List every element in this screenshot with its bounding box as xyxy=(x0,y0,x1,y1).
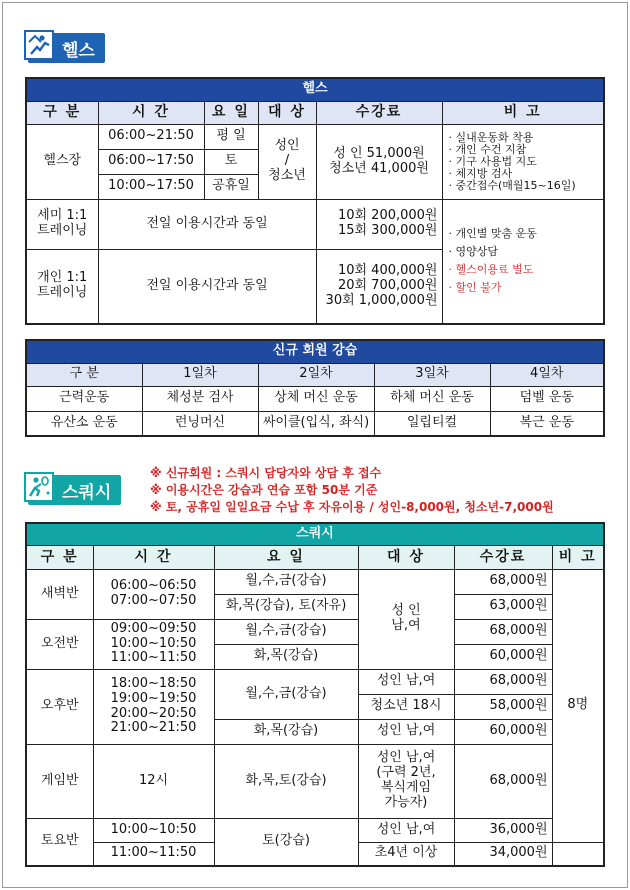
health-table xyxy=(25,77,605,325)
seminar-time: 전일 이용시간과 동일 xyxy=(98,199,316,249)
squash-remark: 8명 xyxy=(552,569,604,842)
nm-header: 3일차 xyxy=(374,363,490,386)
personal-name-line: 개인 1:1 xyxy=(37,270,88,286)
morning-fee: 68,000원 xyxy=(454,619,552,644)
personal-fee-line: 20회 700,000원 xyxy=(337,277,438,293)
morning-fee: 60,000원 xyxy=(454,644,552,669)
squash-note: ※ 토, 공휴일 일일요금 수납 후 자유이용 / 성인-8,000원, 청소년-7,000원 xyxy=(150,500,554,514)
nm-header: 4일차 xyxy=(490,363,604,386)
seminar-fee-line: 15회 300,000원 xyxy=(337,223,438,238)
morning-day: 월,수,금(강습) xyxy=(214,619,358,644)
dawn-name: 새벽반 xyxy=(26,569,93,619)
dawn-time xyxy=(93,569,214,619)
nm-cell: 체성분 검사 xyxy=(142,386,258,411)
dawn-day: 월,수,금(강습) xyxy=(214,569,358,594)
gym-notes xyxy=(442,124,604,199)
gym-day: 토 xyxy=(204,149,258,174)
afternoon-time-line: 21:00~21:50 xyxy=(110,720,197,736)
nm-cell: 유산소 운동 xyxy=(26,411,142,436)
gym-name: 헬스장 xyxy=(26,124,98,199)
pt-note: · 영양상담 xyxy=(448,245,498,259)
health-table-caption: 헬스 xyxy=(26,78,604,101)
sq-header-fee: 수강료 xyxy=(454,545,552,569)
afternoon-target: 청소년 18시 xyxy=(358,694,454,719)
saturday-fee: 34,000원 xyxy=(454,842,552,866)
gym-fee-adult: 성 인 51,000원 xyxy=(333,145,425,161)
gym-fee-youth: 청소년 41,000원 xyxy=(329,160,429,176)
new-member-table xyxy=(25,339,605,437)
afternoon-day: 화,목(강습) xyxy=(214,719,358,744)
gym-note: · 개인 수건 지참 xyxy=(448,142,527,156)
sq-header-time: 시 간 xyxy=(93,545,214,569)
pt-note: · 개인별 맞춤 운동 xyxy=(448,227,537,241)
personal-time: 전일 이용시간과 동일 xyxy=(98,249,316,324)
nm-cell: 근력운동 xyxy=(26,386,142,411)
dawn-fee: 68,000원 xyxy=(454,569,552,594)
squash-section-badge xyxy=(28,475,121,505)
pt-note-highlight: · 할인 불가 xyxy=(448,281,502,295)
header-remarks: 비 고 xyxy=(442,101,604,124)
dawn-fee: 63,000원 xyxy=(454,594,552,619)
saturday-name: 토요반 xyxy=(26,818,93,866)
nm-cell: 상체 머신 운동 xyxy=(258,386,374,411)
afternoon-target: 성인 남,여 xyxy=(358,719,454,744)
gym-target-line: 성인 xyxy=(274,138,300,154)
squash-table xyxy=(25,522,605,867)
gym-time: 10:00~17:50 xyxy=(98,174,204,199)
dawn-time-line: 07:00~07:50 xyxy=(110,593,197,608)
afternoon-fee: 60,000원 xyxy=(454,719,552,744)
afternoon-time-line: 20:00~20:50 xyxy=(110,705,197,721)
header-time: 시 간 xyxy=(98,101,204,124)
game-day: 화,목,토(강습) xyxy=(214,744,358,818)
pt-note-highlight: · 헬스이용료 별도 xyxy=(448,263,534,277)
gym-time: 06:00~17:50 xyxy=(98,149,204,174)
seminar-fee-line: 10회 200,000원 xyxy=(337,208,438,224)
personal-fee-line: 10회 400,000원 xyxy=(337,262,438,278)
squash-section-title: 스쿼시 xyxy=(62,482,112,503)
personal-fee-line: 30회 1,000,000원 xyxy=(325,292,438,308)
sq-header-remarks: 비 고 xyxy=(552,545,604,569)
personal-name-line: 트레이닝 xyxy=(37,285,88,301)
gym-target-line: 청소년 xyxy=(268,167,306,183)
am-target-line: 남,여 xyxy=(391,618,421,633)
seminar-name-line: 트레이닝 xyxy=(37,223,88,238)
seminar-fee xyxy=(316,199,442,249)
health-section-badge xyxy=(28,33,105,63)
afternoon-time-line: 18:00~18:50 xyxy=(110,675,197,691)
sq-header-target: 대 상 xyxy=(358,545,454,569)
gym-fee xyxy=(316,124,442,199)
am-target xyxy=(358,569,454,669)
new-member-caption: 신규 회원 강습 xyxy=(26,340,604,363)
game-target-line: 가능자) xyxy=(384,794,428,810)
morning-day: 화,목(강습) xyxy=(214,644,358,669)
gym-time: 06:00~21:50 xyxy=(98,124,204,149)
saturday-day: 토(강습) xyxy=(214,818,358,866)
saturday-target: 성인 남,여 xyxy=(358,818,454,842)
sq-header-category: 구 분 xyxy=(26,545,93,569)
squash-player-icon xyxy=(24,472,54,502)
header-day: 요 일 xyxy=(204,101,258,124)
squash-table-caption: 스쿼시 xyxy=(26,523,604,545)
runner-icon xyxy=(24,30,54,60)
afternoon-time-line: 19:00~19:50 xyxy=(110,690,197,706)
squash-notes xyxy=(150,465,554,516)
gym-day: 공휴일 xyxy=(204,174,258,199)
morning-time-line: 09:00~09:50 xyxy=(110,620,197,636)
gym-note: · 체지방 검사 xyxy=(448,166,513,180)
saturday-time: 11:00~11:50 xyxy=(93,842,214,866)
header-fee: 수강료 xyxy=(316,101,442,124)
header-target: 대 상 xyxy=(258,101,316,124)
afternoon-fee: 68,000원 xyxy=(454,669,552,694)
gym-target xyxy=(258,124,316,199)
morning-name: 오전반 xyxy=(26,619,93,669)
saturday-target: 초4년 이상 xyxy=(358,842,454,866)
nm-header: 1일차 xyxy=(142,363,258,386)
nm-cell: 복근 운동 xyxy=(490,411,604,436)
health-section-title: 헬스 xyxy=(62,40,95,61)
personal-name xyxy=(26,249,98,324)
afternoon-time xyxy=(93,669,214,744)
gym-day: 평 일 xyxy=(204,124,258,149)
gym-target-line: / xyxy=(284,153,290,169)
dawn-day: 화,목(강습), 토(자유) xyxy=(214,594,358,619)
morning-time-line: 10:00~10:50 xyxy=(110,635,197,651)
nm-cell: 하체 머신 운동 xyxy=(374,386,490,411)
morning-time-line: 11:00~11:50 xyxy=(110,650,197,666)
game-target-line: 복식게임 xyxy=(380,780,432,795)
afternoon-target: 성인 남,여 xyxy=(358,669,454,694)
nm-header: 구 분 xyxy=(26,363,142,386)
saturday-time: 10:00~10:50 xyxy=(93,818,214,842)
pt-notes xyxy=(442,199,604,324)
am-target-line: 성 인 xyxy=(391,603,421,619)
nm-cell: 일립티컬 xyxy=(374,411,490,436)
seminar-name-line: 세미 1:1 xyxy=(37,208,88,224)
nm-cell: 런닝머신 xyxy=(142,411,258,436)
personal-fee xyxy=(316,249,442,324)
dawn-time-line: 06:00~06:50 xyxy=(110,578,197,594)
morning-time xyxy=(93,619,214,669)
game-fee: 68,000원 xyxy=(454,744,552,818)
sq-header-day: 요 일 xyxy=(214,545,358,569)
game-target-line: 성인 남,여 xyxy=(376,750,436,766)
game-name: 게임반 xyxy=(26,744,93,818)
afternoon-day: 월,수,금(강습) xyxy=(214,669,358,719)
header-category: 구 분 xyxy=(26,101,98,124)
game-time: 12시 xyxy=(93,744,214,818)
seminar-name xyxy=(26,199,98,249)
game-target xyxy=(358,744,454,818)
gym-note: · 실내운동화 착용 xyxy=(448,130,534,144)
nm-header: 2일차 xyxy=(258,363,374,386)
saturday-fee: 36,000원 xyxy=(454,818,552,842)
game-target-line: (구력 2년, xyxy=(376,765,436,781)
gym-note: · 기구 사용법 지도 xyxy=(448,154,537,168)
nm-cell: 싸이클(입식, 좌식) xyxy=(258,411,374,436)
afternoon-fee: 58,000원 xyxy=(454,694,552,719)
squash-note: ※ 이용시간은 강습과 연습 포함 50분 기준 xyxy=(150,483,378,497)
nm-cell: 덤벨 운동 xyxy=(490,386,604,411)
squash-note: ※ 신규회원 : 스쿼시 담당자와 상담 후 접수 xyxy=(150,466,382,480)
gym-note: · 중간접수(매월15~16일) xyxy=(448,178,576,192)
afternoon-name: 오후반 xyxy=(26,669,93,744)
